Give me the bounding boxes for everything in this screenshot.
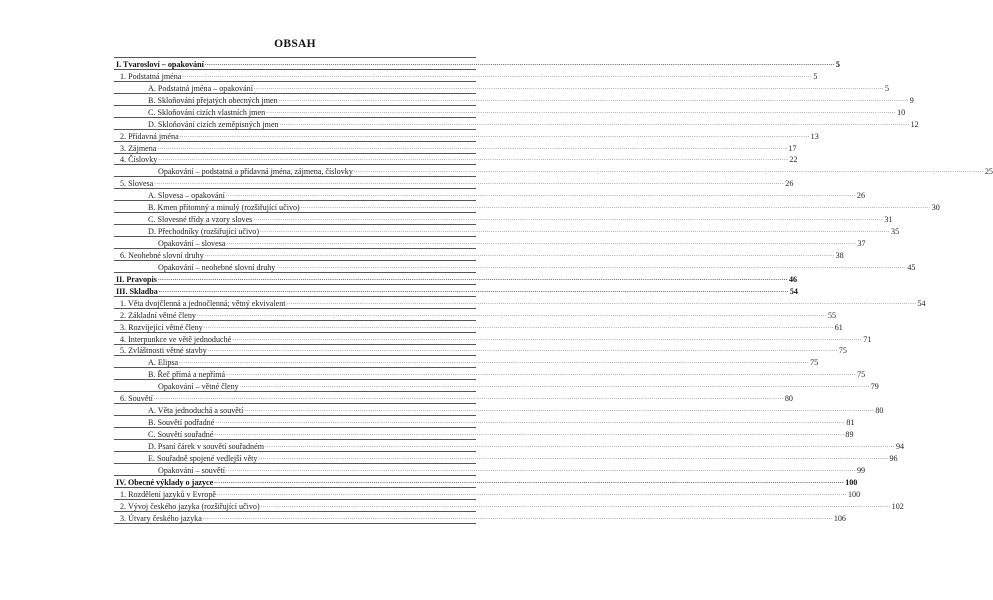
toc-entry-label: A. Slovesa – opakování bbox=[148, 191, 225, 201]
toc-entry-page-number: 54 bbox=[917, 298, 926, 308]
dot-leader: ............................................................................................................................................................................................................................................................................................................ bbox=[203, 323, 834, 330]
toc-entry bbox=[114, 368, 866, 380]
toc-entry-label: 5. Slovesa bbox=[120, 179, 154, 189]
toc-entry bbox=[114, 142, 797, 154]
toc-entry-label: A. Věta jednoduchá a souvětí bbox=[148, 406, 244, 416]
toc-entry bbox=[114, 106, 906, 118]
toc-entry-page-number: 100 bbox=[845, 477, 858, 487]
toc-section-entry bbox=[114, 273, 798, 285]
toc-entry-label: 3. Rozvíjející větné členy bbox=[120, 322, 203, 332]
dot-leader: ............................................................................................................................................................................................................................................................................................................ bbox=[266, 108, 897, 115]
toc-entry bbox=[114, 297, 926, 309]
dot-leader: ............................................................................................................................................................................................................................................................................................................ bbox=[202, 514, 833, 521]
toc-entry-page-number: 61 bbox=[834, 322, 843, 332]
toc-entry-page-number: 10 bbox=[897, 107, 906, 117]
toc-entry-label: D. Přechodníky (rozšiřující učivo) bbox=[148, 227, 260, 237]
toc-entry-label: 4. Číslovky bbox=[120, 155, 158, 165]
dot-leader: ............................................................................................................................................................................................................................................................................................................ bbox=[158, 287, 789, 294]
toc-entry-label: A. Podstatná jména – opakování bbox=[148, 83, 253, 93]
toc-entry-page-number: 26 bbox=[785, 179, 794, 189]
dot-leader: ............................................................................................................................................................................................................................................................................................................ bbox=[226, 466, 856, 473]
dot-leader: ............................................................................................................................................................................................................................................................................................................ bbox=[225, 192, 856, 199]
toc-entry-label: B. Skloňování přejatých obecných jmen bbox=[148, 95, 278, 105]
toc-entry-label: C. Skloňování cizích vlastních jmen bbox=[148, 107, 266, 117]
page-title: OBSAH bbox=[274, 38, 316, 50]
dot-leader: ............................................................................................................................................................................................................................................................................................................ bbox=[179, 359, 810, 366]
toc-entry-page-number: 80 bbox=[784, 394, 793, 404]
toc-entry bbox=[114, 440, 905, 452]
toc-entry bbox=[114, 189, 865, 201]
dot-leader: ............................................................................................................................................................................................................................................................................................................ bbox=[179, 132, 810, 139]
dot-leader: ............................................................................................................................................................................................................................................................................................................ bbox=[232, 335, 863, 342]
toc-entry-page-number: 106 bbox=[833, 513, 846, 523]
toc-entry bbox=[114, 512, 846, 524]
toc-entry-label: B. Kmen přítomný a minulý (rozšiřující učivo) bbox=[148, 203, 300, 213]
toc-entry bbox=[114, 130, 819, 142]
toc-entry bbox=[114, 500, 904, 512]
dot-leader: ............................................................................................................................................................................................................................................................................................................ bbox=[158, 156, 789, 163]
toc-entry bbox=[114, 345, 847, 357]
toc-entry-page-number: 30 bbox=[931, 203, 940, 213]
toc-entry-page-number: 25 bbox=[984, 167, 993, 177]
dot-leader: ............................................................................................................................................................................................................................................................................................................ bbox=[215, 419, 846, 426]
toc-entry-label: 1. Rozdělení jazyků v Evropě bbox=[120, 489, 216, 499]
toc-entry-page-number: 22 bbox=[789, 155, 798, 165]
dot-leader: ............................................................................................................................................................................................................................................................................................................ bbox=[216, 490, 847, 497]
toc-entry-page-number: 35 bbox=[891, 227, 900, 237]
toc-entry bbox=[114, 177, 794, 189]
toc-entry bbox=[114, 309, 837, 321]
dot-leader: ............................................................................................................................................................................................................................................................................................................ bbox=[182, 72, 813, 79]
toc-entry-page-number: 54 bbox=[789, 286, 798, 296]
toc-entry bbox=[114, 213, 893, 225]
dot-leader: ............................................................................................................................................................................................................................................................................................................ bbox=[157, 275, 788, 282]
toc-entry-label: A. Elipsa bbox=[148, 358, 179, 368]
toc-section-entry bbox=[114, 285, 798, 297]
toc-entry-label: 1. Věta dvojčlenná a jednočlenná; větný ekvivalent bbox=[120, 298, 286, 308]
toc-entry-page-number: 9 bbox=[909, 95, 914, 105]
toc-entry bbox=[114, 154, 798, 166]
toc-entry bbox=[114, 165, 993, 177]
dot-leader: ............................................................................................................................................................................................................................................................................................................ bbox=[244, 407, 875, 414]
dot-leader: ............................................................................................................................................................................................................................................................................................................ bbox=[279, 120, 910, 127]
toc-entry-page-number: 5 bbox=[884, 83, 890, 93]
toc-entry-page-number: 81 bbox=[846, 418, 855, 428]
toc-entry-page-number: 79 bbox=[870, 382, 879, 392]
toc-entry-label: C. Souvětí souřadné bbox=[148, 430, 214, 439]
dot-leader: ............................................................................................................................................................................................................................................................................................................ bbox=[214, 478, 845, 485]
toc-entry bbox=[114, 261, 916, 273]
dot-leader: ............................................................................................................................................................................................................................................................................................................ bbox=[226, 371, 857, 378]
dot-leader: ............................................................................................................................................................................................................................................................................................................ bbox=[300, 204, 931, 211]
dot-leader: ............................................................................................................................................................................................................................................................................................................ bbox=[253, 84, 884, 91]
toc-entry-label: D. Skloňování cizích zeměpisných jmen bbox=[148, 119, 279, 129]
table-of-contents bbox=[114, 57, 993, 524]
dot-leader: ............................................................................................................................................................................................................................................................................................................ bbox=[154, 180, 785, 187]
toc-entry-page-number: 26 bbox=[856, 191, 865, 201]
dot-leader: ............................................................................................................................................................................................................................................................................................................ bbox=[239, 383, 870, 390]
toc-entry-page-number: 31 bbox=[884, 215, 893, 225]
toc-entry-page-number: 5 bbox=[813, 71, 818, 81]
toc-entry bbox=[114, 82, 890, 94]
toc-entry bbox=[114, 70, 818, 82]
dot-leader: ............................................................................................................................................................................................................................................................................................................ bbox=[353, 168, 984, 175]
toc-entry-label: B. Souvětí podřadné bbox=[148, 418, 215, 428]
dot-leader: ............................................................................................................................................................................................................................................................................................................ bbox=[258, 454, 889, 461]
toc-entry-page-number: 37 bbox=[857, 239, 866, 248]
dot-leader: ............................................................................................................................................................................................................................................................................................................ bbox=[253, 216, 884, 223]
toc-entry-label: 3. Zájmena bbox=[120, 143, 157, 153]
toc-entry-page-number: 75 bbox=[857, 370, 866, 380]
toc-entry-page-number: 46 bbox=[788, 274, 798, 284]
toc-entry bbox=[114, 428, 854, 440]
toc-entry bbox=[114, 333, 872, 345]
toc-entry-page-number: 71 bbox=[863, 334, 872, 344]
toc-section-entry bbox=[114, 58, 840, 70]
toc-entry-label: Opakování – souvětí bbox=[158, 465, 225, 475]
toc-entry bbox=[114, 237, 866, 249]
dot-leader: ............................................................................................................................................................................................................................................................................................................ bbox=[226, 240, 857, 246]
toc-entry-page-number: 45 bbox=[907, 262, 916, 272]
toc-entry-label: I. Tvarosloví – opakování bbox=[116, 59, 204, 69]
toc-entry-label: 2. Přídavná jména bbox=[120, 131, 179, 141]
toc-entry-label: C. Slovesné třídy a vzory sloves bbox=[148, 215, 253, 225]
toc-entry bbox=[114, 452, 898, 464]
toc-entry-page-number: 55 bbox=[827, 310, 837, 320]
dot-leader: ............................................................................................................................................................................................................................................................................................................ bbox=[276, 263, 907, 270]
toc-entry-page-number: 99 bbox=[857, 465, 866, 475]
toc-entry-label: B. Řeč přímá a nepřímá bbox=[148, 370, 226, 380]
toc-entry-page-number: 5 bbox=[835, 59, 840, 69]
dot-leader: ............................................................................................................................................................................................................................................................................................................ bbox=[157, 144, 788, 151]
toc-entry-label: 6. Souvětí bbox=[120, 394, 153, 404]
dot-leader: ............................................................................................................................................................................................................................................................................................................ bbox=[204, 60, 835, 67]
dot-leader: ............................................................................................................................................................................................................................................................................................................ bbox=[278, 96, 909, 103]
toc-entry bbox=[114, 94, 914, 106]
toc-entry-label: Opakování – podstatná a přídavná jména, zájmena, číslovky bbox=[158, 167, 353, 177]
toc-entry-page-number: 75 bbox=[838, 346, 847, 356]
toc-entry bbox=[114, 201, 940, 213]
toc-entry-page-number: 12 bbox=[910, 119, 919, 129]
toc-entry-label: 1. Podstatná jména bbox=[120, 71, 182, 81]
toc-entry-page-number: 75 bbox=[810, 358, 819, 368]
toc-entry bbox=[114, 225, 900, 237]
toc-entry-label: 4. Interpunkce ve větě jednoduché bbox=[120, 334, 232, 344]
dot-leader: ............................................................................................................................................................................................................................................................................................................ bbox=[264, 442, 895, 449]
toc-entry-page-number: 80 bbox=[875, 406, 884, 416]
dot-leader: ............................................................................................................................................................................................................................................................................................................ bbox=[207, 347, 838, 354]
document-page bbox=[114, 38, 993, 524]
toc-entry bbox=[114, 356, 819, 368]
toc-entry-label: 5. Zvláštnosti větné stavby bbox=[120, 346, 207, 356]
dot-leader: ............................................................................................................................................................................................................................................................................................................ bbox=[214, 431, 845, 437]
toc-entry-page-number: 13 bbox=[810, 131, 819, 141]
toc-entry-label: III. Skladba bbox=[116, 286, 158, 296]
toc-entry-page-number: 100 bbox=[847, 489, 861, 499]
dot-leader: ............................................................................................................................................................................................................................................................................................................ bbox=[196, 311, 827, 318]
toc-entry-label: 2. Vývoj českého jazyka (rozšiřující učivo) bbox=[120, 501, 260, 511]
toc-entry-page-number: 89 bbox=[845, 430, 854, 439]
toc-entry bbox=[114, 380, 879, 392]
toc-entry-label: 3. Útvary českého jazyka bbox=[120, 513, 202, 523]
toc-entry-label: D. Psaní čárek v souvětí souřadném bbox=[148, 441, 264, 451]
toc-entry-label: Opakování – neohebné slovní druhy bbox=[158, 262, 276, 272]
toc-entry-page-number: 17 bbox=[788, 143, 797, 153]
toc-entry-label: 2. Základní větné členy bbox=[120, 310, 196, 320]
toc-entry bbox=[114, 464, 866, 476]
dot-leader: ............................................................................................................................................................................................................................................................................................................ bbox=[260, 502, 891, 509]
toc-entry-label: IV. Obecné výklady o jazyce bbox=[116, 477, 214, 487]
dot-leader: ............................................................................................................................................................................................................................................................................................................ bbox=[204, 251, 835, 258]
toc-entry bbox=[114, 416, 855, 428]
toc-entry bbox=[114, 404, 884, 416]
toc-entry-label: II. Pravopis bbox=[116, 274, 157, 284]
toc-entry bbox=[114, 118, 919, 130]
toc-entry-label: Opakování – větné členy bbox=[158, 382, 239, 392]
toc-entry-page-number: 38 bbox=[835, 250, 844, 260]
toc-entry-page-number: 94 bbox=[895, 441, 905, 451]
toc-entry-label: 6. Neohebné slovní druhy bbox=[120, 250, 204, 260]
toc-entry-label: E. Souřadně spojené vedlejší věty bbox=[148, 453, 258, 463]
toc-entry bbox=[114, 488, 861, 500]
toc-entry bbox=[114, 321, 843, 333]
toc-entry-page-number: 96 bbox=[889, 453, 898, 463]
toc-entry bbox=[114, 249, 844, 261]
dot-leader: ............................................................................................................................................................................................................................................................................................................ bbox=[286, 299, 917, 306]
toc-entry-page-number: 102 bbox=[891, 501, 904, 511]
toc-entry-label: Opakování – slovesa bbox=[158, 239, 226, 248]
dot-leader: ............................................................................................................................................................................................................................................................................................................ bbox=[153, 395, 784, 402]
toc-section-entry bbox=[114, 476, 858, 488]
dot-leader: ............................................................................................................................................................................................................................................................................................................ bbox=[260, 228, 891, 235]
toc-entry bbox=[114, 392, 793, 404]
